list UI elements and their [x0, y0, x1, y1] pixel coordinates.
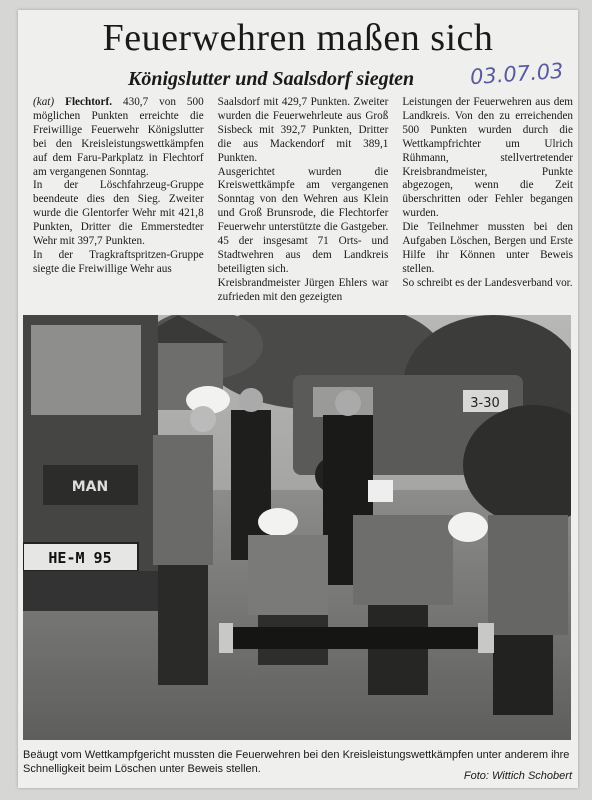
paragraph: 430,7 von 500 möglichen Punkten erreichte die Freiwillige Feuerwehr Königslutter bei den Kreisleistungswettkämpfen auf dem Faru-Parkplatz in Flechtorf am vergangenen Sonntag.	[33, 96, 204, 178]
paragraph: In der Tragkraftspritzen-Gruppe siegte die Freiwillige Wehr aus	[33, 248, 204, 275]
fire-truck	[23, 315, 158, 611]
license-plate: HE-M 95	[48, 549, 112, 567]
paragraph: Saalsdorf mit 429,7 Punkten. Zweiter wurden die Feuerwehrleute aus Groß Sisbeck mit 392,7 Punkten, Dritter die aus Mackendorf mit 389,1 Punkten.	[217, 96, 389, 164]
photo-caption: Beäugt vom Wettkampfgericht mussten die Feuerwehren bei den Kreisleistungswettkämpfen unter anderem ihre Schnelligkeit beim Löschen unter Beweis stellen.	[23, 749, 570, 775]
photo-illustration	[23, 315, 571, 740]
van-number: 3-30	[470, 396, 500, 411]
article-body	[33, 96, 573, 306]
author-tag: (kat)	[33, 96, 55, 108]
photo-credit: Foto: Wittich Schobert	[463, 770, 572, 782]
column-2	[218, 96, 389, 306]
paragraph: Ausgerichtet wurden die Kreiswettkämpfe am vergangenen Sonntag von den Wehren aus Klein und Groß Brunsrode, die Flechtorfer Feuerwehr unterstützte die Gastgeber. 45 der insgesamt 71 Orts- und Stadtwehren aus dem Landkreis beteiligten sich.	[217, 165, 389, 275]
truck-brand: MAN	[71, 479, 109, 495]
dateline: Flechtorf.	[65, 96, 113, 108]
handwritten-date: 03.07.03	[469, 58, 565, 90]
suction-hose	[223, 627, 493, 649]
paragraph: Kreisbrandmeister Jürgen Ehlers war zufrieden mit den gezeigten	[217, 276, 389, 303]
paragraph: Leistungen der Feuerwehren aus dem Landkreis. Von den zu erreichenden 500 Punkten wurden durch die Wettkampfrichter um Ulrich Rühmann, stellvertretender Kreisbrandmeister, Punkte abgezogen, wenn die Zeit überschritten oder Fehler begangen wurden.	[402, 96, 574, 220]
newspaper-clipping	[18, 10, 578, 788]
paragraph: In der Löschfahrzeug-Gruppe beendeute dies den Sieg. Zweiter wurde die Glentorfer Wehr mit 421,8 Punkten, Dritter die Emmerstedter Wehr mit 397,7 Punkten.	[33, 179, 204, 248]
column-1	[33, 96, 204, 306]
headline: Feuerwehren maßen sich	[102, 17, 494, 59]
paragraph: So schreibt es der Landesverband vor.	[402, 276, 573, 289]
subheadline: Königslutter und Saalsdorf siegten	[128, 68, 415, 90]
column-3	[402, 96, 573, 306]
news-photo	[23, 315, 571, 740]
paragraph: Die Teilnehmer mussten bei den Aufgaben Löschen, Bergen und Erste Hilfe ihr Können unter Beweis stellen.	[402, 221, 574, 275]
